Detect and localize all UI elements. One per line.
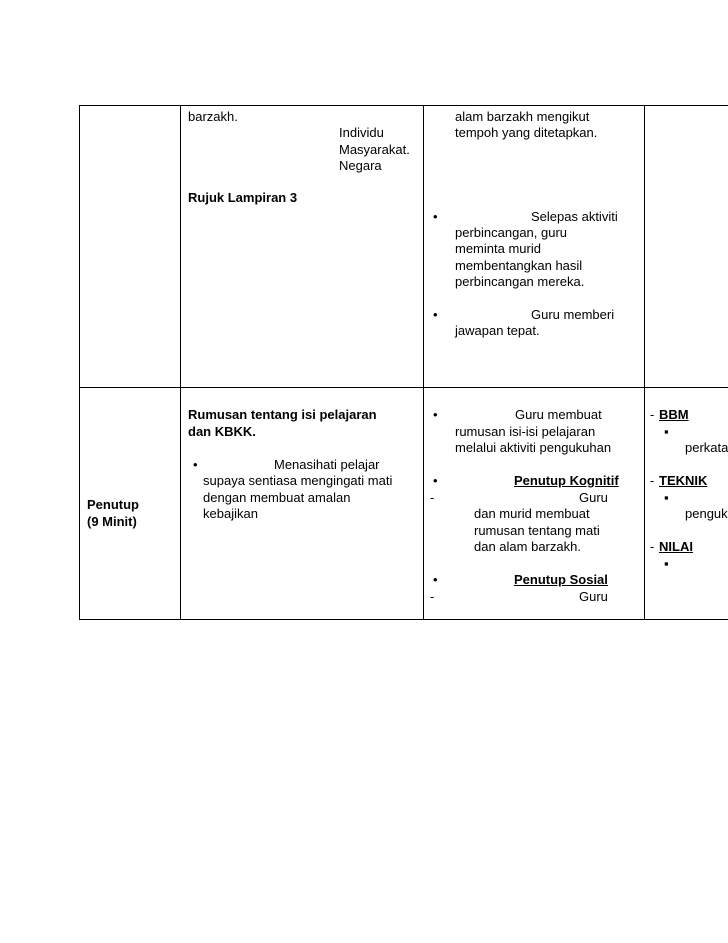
dash-icon: - [430,490,435,505]
row1-col2-list-item: Masyarakat. [339,142,410,157]
row2-col2-bullet-line: supaya sentiasa mengingati mati [203,473,393,488]
row1-col3-bullet2-line: Guru memberi [531,307,615,322]
row1-col3-line2: tempoh yang ditetapkan. [455,125,598,140]
square-bullet-icon: ▪ [664,490,669,505]
bullet-icon: • [433,473,438,488]
table-column-divider-3 [644,105,645,620]
row1-col3-bullet2-line: jawapan tepat. [455,323,540,338]
row2-col3-kognitif-line: dan murid membuat [474,506,590,521]
row2-col4-teknik-heading: TEKNIK [659,473,708,488]
row2-stage-label: Penutup [87,497,139,512]
bullet-icon: • [193,457,198,472]
dash-icon: - [650,407,655,422]
table-bottom-border [79,619,728,620]
row2-col4-bbm-item: perkata [685,440,728,455]
row2-col4-teknik-item: penguk [685,506,728,521]
bullet-icon: • [433,307,438,322]
row2-col2-bullet-line: dengan membuat amalan [203,490,351,505]
row2-col3-bullet1-line: Guru membuat [515,407,602,422]
table-row-divider [79,387,728,388]
bullet-icon: • [433,407,438,422]
row2-col3-bullet1-line: melalui aktiviti pengukuhan [455,440,612,455]
square-bullet-icon: ▪ [664,556,669,571]
row1-col3-bullet1-line: perbincangan, guru [455,225,568,240]
row1-col3-bullet1-line: perbincangan mereka. [455,274,585,289]
bullet-icon: • [433,572,438,587]
row2-col3-kognitif-line: Guru [579,490,608,505]
row1-col3-line1: alam barzakh mengikut [455,109,590,124]
table-column-divider-2 [423,105,424,620]
dash-icon: - [430,589,435,604]
row2-col3-kognitif-title: Penutup Kognitif [514,473,619,488]
row2-col2-heading-line2: dan KBKK. [188,424,256,439]
table-column-divider-1 [180,105,181,620]
dash-icon: - [650,473,655,488]
row2-duration-label: (9 Minit) [87,514,137,529]
row2-col3-sosial-title: Penutup Sosial [514,572,608,587]
row1-col2-line1: barzakh. [188,109,238,124]
row2-col3-kognitif-line: rumusan tentang mati [474,523,600,538]
row2-col3-kognitif-line: dan alam barzakh. [474,539,581,554]
row1-col2-lampiran: Rujuk Lampiran 3 [188,190,298,205]
row1-col3-bullet1-line: membentangkan hasil [455,258,583,273]
table-top-border [79,105,728,106]
table-left-border [79,105,80,620]
row2-col3-bullet1-line: rumusan isi-isi pelajaran [455,424,596,439]
row1-col2-list-item: Negara [339,158,382,173]
bullet-icon: • [433,209,438,224]
dash-icon: - [650,539,655,554]
row1-col3-bullet1-line: meminta murid [455,241,541,256]
row1-col2-list-item: Individu [339,125,384,140]
row2-col2-heading-line1: Rumusan tentang isi pelajaran [188,407,377,422]
square-bullet-icon: ▪ [664,424,669,439]
row1-col3-bullet1-line: Selepas aktiviti [531,209,618,224]
row2-col4-bbm-heading: BBM [659,407,689,422]
row2-col2-bullet-line: Menasihati pelajar [274,457,380,472]
row2-col4-nilai-heading: NILAI [659,539,693,554]
row2-col2-bullet-line: kebajikan [203,506,258,521]
row2-col3-sosial-line: Guru [579,589,608,604]
